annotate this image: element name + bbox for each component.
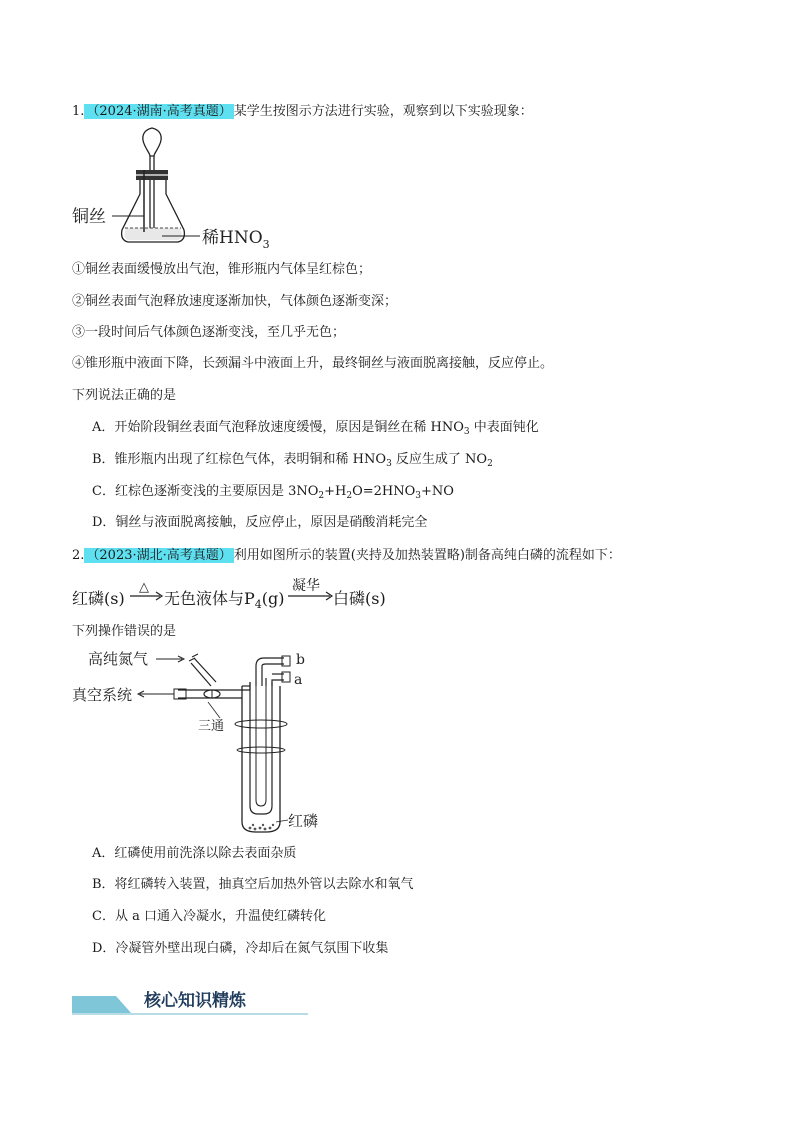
q1-source-tag: （2024·湖南·高考真题） xyxy=(86,104,232,119)
heat-triangle-icon: △ xyxy=(139,580,149,595)
q2-option-d[interactable]: D．冷凝管外壁出现白磷，冷却后在氮气氛围下收集 xyxy=(92,941,389,956)
q2-flow-start: 红磷(s) xyxy=(72,589,125,608)
q1-flask-diagram xyxy=(70,126,280,254)
q2-flow-arrow-2-label: 凝华 xyxy=(292,578,320,594)
q1-label-dilute-hno3: 稀$HNO_3$ xyxy=(202,228,270,251)
q2-stem: 利用如图所示的装置(夹持及加热装置略)制备高纯白磷的流程如下： xyxy=(233,548,621,563)
q2-flow-end: 白磷(s) xyxy=(333,589,386,608)
q1-option-d[interactable]: D．铜丝与液面脱离接触，反应停止，原因是硝酸消耗完全 xyxy=(92,515,428,530)
q2-label-port-b: b xyxy=(296,652,305,668)
q2-option-a[interactable]: A．红磷使用前洗涤以除去表面杂质 xyxy=(92,846,297,861)
q1-observation-3: ③一段时间后气体颜色逐渐变浅，至几乎无色； xyxy=(72,325,346,340)
q2-label-three-way-valve: 三通 xyxy=(198,719,225,734)
q2-option-b[interactable]: B．将红磷转入装置，抽真空后加热外管以去除水和氧气 xyxy=(92,877,414,892)
q1-observation-1: ①铜丝表面缓慢放出气泡，锥形瓶内气体呈红棕色； xyxy=(72,262,372,277)
q1-stem-line xyxy=(72,103,533,121)
q2-label-red-phosphorus: 红磷 xyxy=(288,812,319,830)
q1-option-a[interactable]: A．开始阶段铜丝表面气泡释放速度缓慢，原因是铜丝在稀 $HNO_3$ 中表面钝化 xyxy=(92,420,539,437)
q2-apparatus-diagram xyxy=(70,646,350,834)
q2-label-vacuum: 真空系统 xyxy=(72,686,133,704)
q1-option-b[interactable]: B．锥形瓶内出现了红棕色气体，表明铜和稀 $HNO_3$ 反应生成了 $NO_2$ xyxy=(92,452,493,469)
q2-prompt: 下列操作错误的是 xyxy=(72,624,177,639)
q2-option-c[interactable]: C．从 a 口通入冷凝水，升温使红磷转化 xyxy=(92,909,326,924)
q1-prompt: 下列说法正确的是 xyxy=(72,388,177,403)
q1-number: 1. xyxy=(72,104,85,119)
q2-stem-line xyxy=(72,547,621,565)
q1-observation-4: ④锥形瓶中液面下降，长颈漏斗中液面上升，最终铜丝与液面脱离接触，反应停止。 xyxy=(72,356,554,371)
q2-label-port-a: a xyxy=(294,672,303,688)
q2-label-nitrogen: 高纯氮气 xyxy=(88,650,149,668)
q1-stem: 某学生按图示方法进行实验，观察到以下实验现象： xyxy=(233,104,533,119)
q1-option-c[interactable]: C．红棕色逐渐变浅的主要原因是 $3NO_2+H_2O=2HNO_3+NO$ xyxy=(92,484,454,501)
q2-number: 2. xyxy=(72,548,85,563)
section-title: 核心知识精炼 xyxy=(144,991,246,1011)
q1-label-copper-wire: 铜丝 xyxy=(72,207,106,227)
q2-flow-arrow-2 xyxy=(286,576,334,604)
q2-source-tag: （2023·湖北·高考真题） xyxy=(86,548,232,563)
q1-observation-2: ②铜丝表面气泡释放速度逐渐加快，气体颜色逐渐变深； xyxy=(72,294,398,309)
q2-flow-middle: 无色液体与$P_4(g)$ xyxy=(164,589,285,611)
q2-flow-arrow-1 xyxy=(128,580,164,604)
